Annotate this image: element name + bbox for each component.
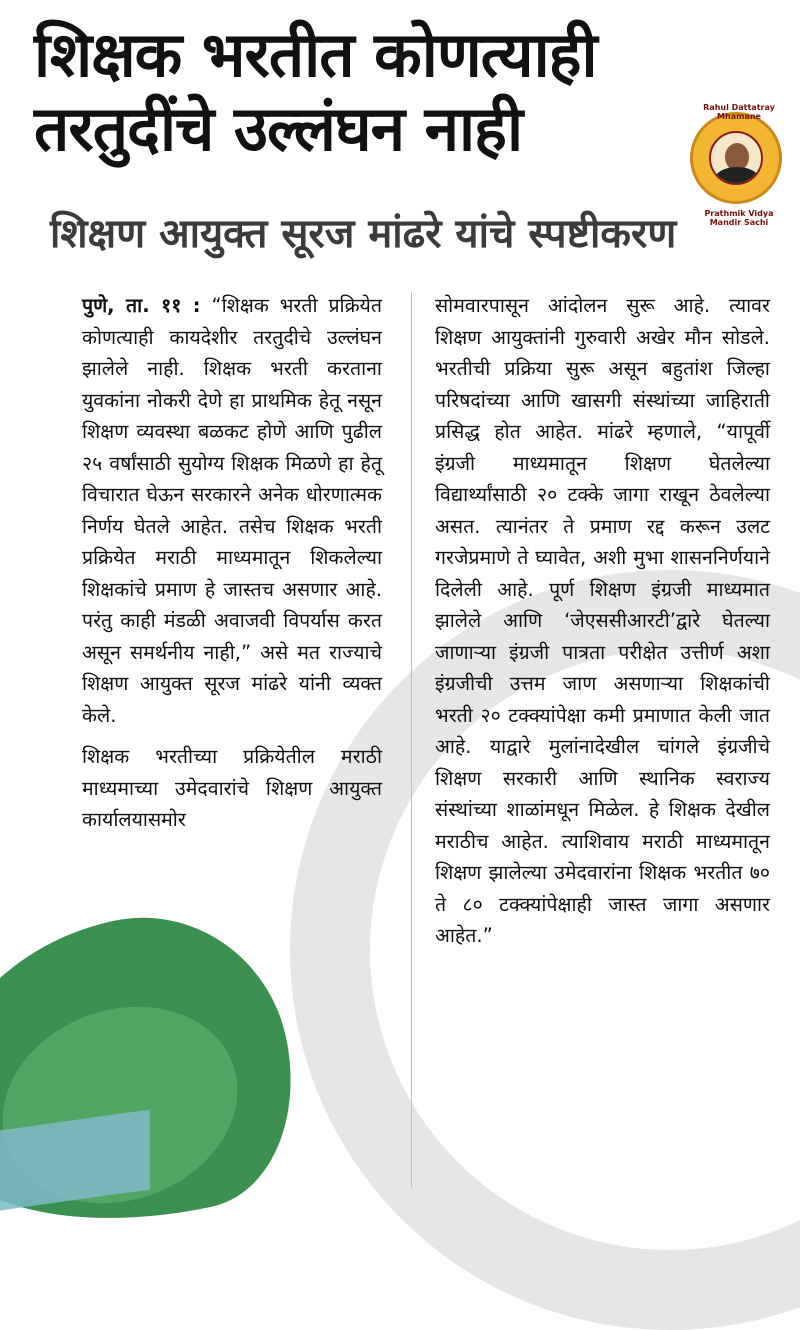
dateline: पुणे, ता. ११ : xyxy=(82,294,201,317)
author-badge xyxy=(690,103,782,227)
headline-line-2: तरतुदींचे उल्लंघन नाही xyxy=(34,92,523,165)
badge-name: Rahul Dattatray Mhamane xyxy=(703,103,775,121)
column-divider xyxy=(411,292,412,1187)
headline-line-1: शिक्षक भरतीत कोणत्याही xyxy=(34,18,597,91)
article-paragraph-1 xyxy=(82,290,382,731)
author-shirt xyxy=(715,167,759,185)
article-paragraph-3: सोमवारपासून आंदोलन सुरू आहे. त्यावर शिक्षण आयुक्तांनी गुरुवारी अखेर मौन सोडले. भरतीची प्रक्रिया सुरू असून बहुतांश जिल्हा परिषदांच्या आणि खासगी संस्थांच्या जाहिराती प्रसिद्ध होत आहेत. मांढरे म्हणाले, “यापूर्वी इंग्रजी माध्यमातून शिक्षण घेतलेल्या विद्यार्थ्यांसाठी २० टक्के जागा राखून ठेवलेल्या असत. त्यानंतर ते प्रमाण रद्द करून उलट गरजेप्रमाणे ते घ्यावेत, अशी मुभा शासननिर्णयाने दिलेली आहे. पूर्ण शिक्षण इंग्रजी माध्यमात झालेले आणि ‘जेएससीआरटी’द्वारे घेतल्या जाणाऱ्या इंग्रजी पात्रता परीक्षेत उत्तीर्ण अशा इंग्रजीची उत्तम जाण असणाऱ्या शिक्षकांची भरती २० टक्क्यांपेक्षा कमी प्रमाणात केली जात आहे. याद्वारे मुलांनादेखील चांगले इंग्रजीचे शिक्षण सरकारी आणि स्थानिक स्वराज्य संस्थांच्या शाळांमधून मिळेल. हे शिक्षक देखील मराठीच आहेत. त्याशिवाय मराठी माध्यमातून शिक्षण झालेल्या उमेदवारांना शिक्षक भरतीत ७० ते ८० टक्क्यांपेक्षाही जास्त जागा असणार आहेत.” xyxy=(435,294,770,947)
article-paragraph-1-text: “शिक्षक भरती प्रक्रियेत कोणत्याही कायदेशीर तरतुदीचे उल्लंघन झालेले नाही. शिक्षक भरती करताना युवकांना नोकरी देणे हा प्राथमिक हेतू नसून शिक्षण व्यवस्था बळकट होणे आणि पुढील २५ वर्षांसाठी सुयोग्य शिक्षक मिळणे हा हेतू विचारात घेऊन सरकारने अनेक धोरणात्मक निर्णय घेतले आहेत. तसेच शिक्षक भरती प्रक्रियेत मराठी माध्यमातून शिकलेल्या शिक्षकांचे प्रमाण हे जास्तच असणार आहे. परंतु काही मंडळी अवाजवी विपर्यास करत असून समर्थनीय नाही,” असे मत राज्याचे शिक्षण आयुक्त सूरज मांढरे यांनी व्यक्त केले. xyxy=(82,294,382,727)
badge-org: Prathmik Vidya Mandir Sachi xyxy=(704,209,774,227)
subheadline: शिक्षण आयुक्त सूरज मांढरे यांचे स्पष्टीकरण xyxy=(50,211,677,257)
headline xyxy=(34,18,694,166)
article-paragraph-2: शिक्षक भरतीच्या प्रक्रियेतील मराठी माध्यमाच्या उमेदवारांचे शिक्षण आयुक्त कार्यालयासमोर xyxy=(82,745,382,831)
author-photo xyxy=(709,131,763,185)
article-column-right xyxy=(435,290,770,952)
article-column-left xyxy=(82,290,382,836)
